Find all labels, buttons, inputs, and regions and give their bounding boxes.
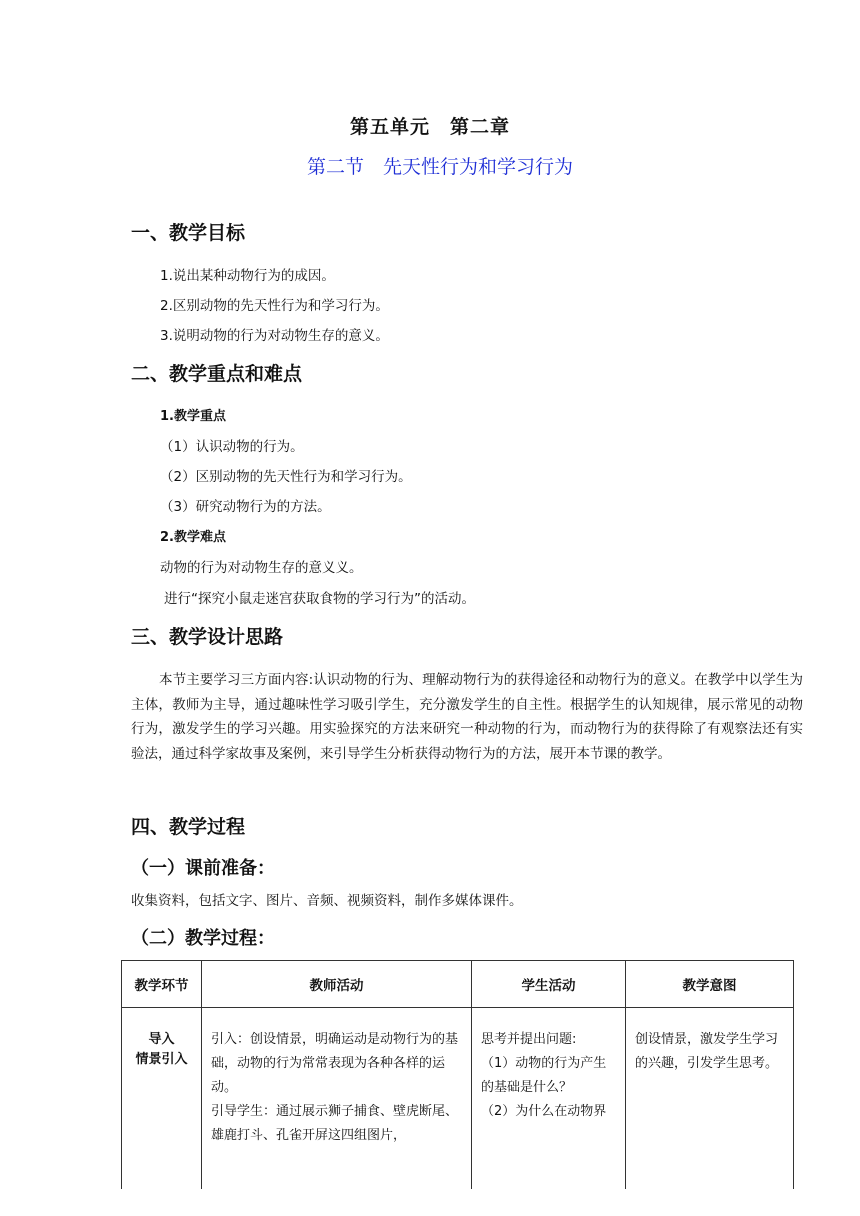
heading-design: 三、教学设计思路 <box>131 626 284 648</box>
header-cell: 教学意图 <box>626 961 794 1008</box>
objective-item: 1.说出某种动物行为的成因。 <box>160 268 335 284</box>
unit-title: 第五单元 第二章 <box>349 116 510 138</box>
difficulty-label: 2.教学难点 <box>160 530 226 545</box>
objective-item: 3.说明动物的行为对动物生存的意义。 <box>160 328 389 344</box>
heading-objectives: 一、教学目标 <box>131 222 246 244</box>
key-point-item: （1）认识动物的行为。 <box>160 439 304 455</box>
table-row <box>122 1008 794 1190</box>
intent-text: 创设情景，激发学生学习的兴趣，引发学生思考。 <box>635 1032 779 1071</box>
header-cell: 教学环节 <box>122 961 202 1008</box>
process-table <box>121 960 794 1189</box>
step-label: 导入 <box>148 1032 175 1047</box>
header-cell: 教师活动 <box>202 961 472 1008</box>
step-label: 情景引入 <box>135 1052 188 1067</box>
key-point-item: （2）区别动物的先天性行为和学习行为。 <box>160 469 412 485</box>
design-paragraph: 本节主要学习三方面内容:认识动物的行为、理解动物行为的获得途径和动物行为的意义。在教学中以学生为主体，教师为主导，通过趣味性学习吸引学生，充分激发学生的自主性。根据学生的认知规律，展示常见的动物行为，激发学生的学习兴趣。用实验探究的方法来研究一种动物的行为，而动物行为的获得除了有观察法还有实验法，通过科学家故事及案例，来引导学生分析获得动物行为的方法，展开本节课的教学。 <box>131 672 803 762</box>
subheading-preparation: （一）课前准备： <box>131 858 275 879</box>
preparation-text: 收集资料，包括文字、图片、音频、视频资料，制作多媒体课件。 <box>131 893 523 909</box>
objective-item: 2.区别动物的先天性行为和学习行为。 <box>160 298 389 314</box>
subheading-teaching-process: （二）教学过程： <box>131 928 275 949</box>
student-activity-text: 思考并提出问题: <box>481 1032 577 1047</box>
student-activity-cell <box>472 1008 626 1190</box>
table-header-row <box>122 961 794 1008</box>
teacher-activity-text: 引导学生：通过展示狮子捕食、壁虎断尾、雄鹿打斗、孔雀开屏这四组图片， <box>211 1104 459 1143</box>
step-cell <box>122 1008 202 1190</box>
teacher-activity-cell <box>202 1008 472 1190</box>
key-points-label: 1.教学重点 <box>160 409 226 424</box>
difficulty-item: 进行“探究小鼠走迷宫获取食物的学习行为”的活动。 <box>164 591 475 607</box>
header-cell: 学生活动 <box>472 961 626 1008</box>
student-activity-text: （2）为什么在动物界 <box>481 1104 607 1119</box>
heading-process: 四、教学过程 <box>131 816 246 838</box>
student-activity-text: （1）动物的行为产生的基础是什么？ <box>481 1056 607 1095</box>
intent-cell <box>626 1008 794 1190</box>
section-title: 第二节 先天性行为和学习行为 <box>306 156 573 178</box>
difficulty-item: 动物的行为对动物生存的意义义。 <box>160 560 363 576</box>
key-point-item: （3）研究动物行为的方法。 <box>160 499 331 515</box>
heading-key-points: 二、教学重点和难点 <box>131 363 303 385</box>
teacher-activity-text: 引入：创设情景，明确运动是动物行为的基础，动物的行为常常表现为各种各样的运动。 <box>211 1032 459 1095</box>
